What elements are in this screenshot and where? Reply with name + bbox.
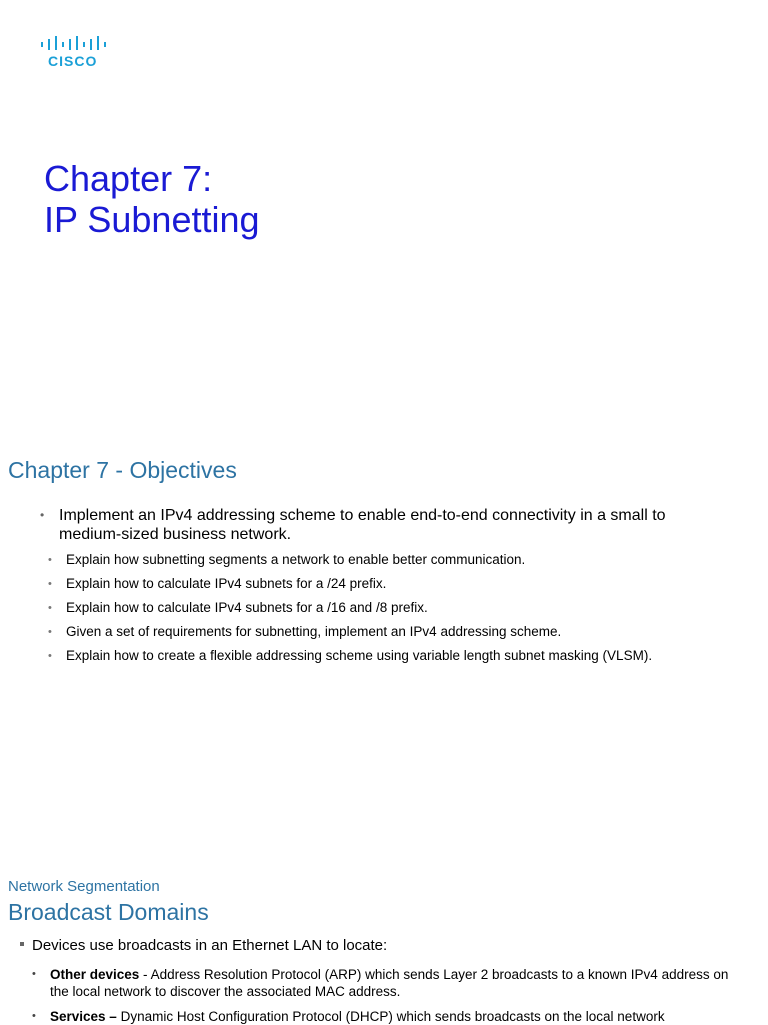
- objective-item-text: Explain how to calculate IPv4 subnets for a /16 and /8 prefix.: [66, 600, 428, 615]
- broadcast-sub-bullet: [32, 1008, 742, 1025]
- objective-item-text: Given a set of requirements for subnetting, implement an IPv4 addressing scheme.: [66, 624, 562, 639]
- objective-item-text: Explain how to create a flexible addressing scheme using variable length subnet masking (VLSM).: [66, 648, 653, 663]
- broadcast-sub-term: Other devices: [50, 967, 140, 982]
- cisco-wordmark: CISCO: [48, 53, 98, 69]
- bullet-dot-icon: •: [48, 650, 52, 662]
- objectives-title: Chapter 7 - Objectives: [8, 457, 237, 483]
- bullet-dot-icon: •: [40, 508, 45, 522]
- objectives-sub-list: [48, 551, 748, 671]
- objective-item: [48, 551, 748, 575]
- broadcast-sub-text: [50, 1008, 742, 1025]
- broadcast-domains-slide: [0, 850, 768, 1024]
- broadcast-sub-separator: -: [139, 967, 151, 982]
- bullet-dot-icon: •: [48, 626, 52, 638]
- chapter-title: [44, 158, 260, 240]
- section-label: Network Segmentation: [8, 878, 160, 895]
- broadcast-sub-description: Dynamic Host Configuration Protocol (DHCP) which sends broadcasts on the local network: [120, 1009, 665, 1024]
- objective-item: [48, 575, 748, 599]
- broadcast-sub-term: Services –: [50, 1009, 117, 1024]
- bullet-dot-icon: •: [48, 554, 52, 566]
- square-bullet-icon: [20, 942, 24, 946]
- objective-item: [48, 599, 748, 623]
- objective-item-text: Explain how subnetting segments a network to enable better communication.: [66, 552, 526, 567]
- objectives-main-bullet: [40, 506, 730, 544]
- broadcast-sub-text: [50, 966, 742, 1000]
- chapter-title-line1: Chapter 7:: [44, 158, 213, 199]
- title-slide: [0, 0, 768, 420]
- objective-item: [48, 647, 748, 671]
- broadcast-main-bullet: [20, 937, 387, 954]
- bullet-dot-icon: •: [32, 968, 36, 980]
- objective-item: [48, 623, 748, 647]
- broadcast-sub-bullet: [32, 966, 742, 1000]
- objectives-main-text: Implement an IPv4 addressing scheme to enable end-to-end connectivity in a small to medium-sized business network.: [59, 507, 666, 543]
- cisco-logo-icon: [40, 34, 110, 52]
- bullet-dot-icon: •: [32, 1010, 36, 1022]
- broadcast-main-text: Devices use broadcasts in an Ethernet LAN to locate:: [32, 937, 388, 954]
- bullet-dot-icon: •: [48, 602, 52, 614]
- section-title: Broadcast Domains: [8, 899, 209, 925]
- cisco-logo: [40, 34, 110, 70]
- objective-item-text: Explain how to calculate IPv4 subnets for a /24 prefix.: [66, 576, 387, 591]
- bullet-dot-icon: •: [48, 578, 52, 590]
- chapter-title-line2: IP Subnetting: [44, 199, 260, 240]
- objectives-slide: [0, 420, 768, 850]
- broadcast-sub-description: Address Resolution Protocol (ARP) which sends Layer 2 broadcasts to a known IPv4 address on the local network to discover the associated MAC address.: [50, 967, 729, 999]
